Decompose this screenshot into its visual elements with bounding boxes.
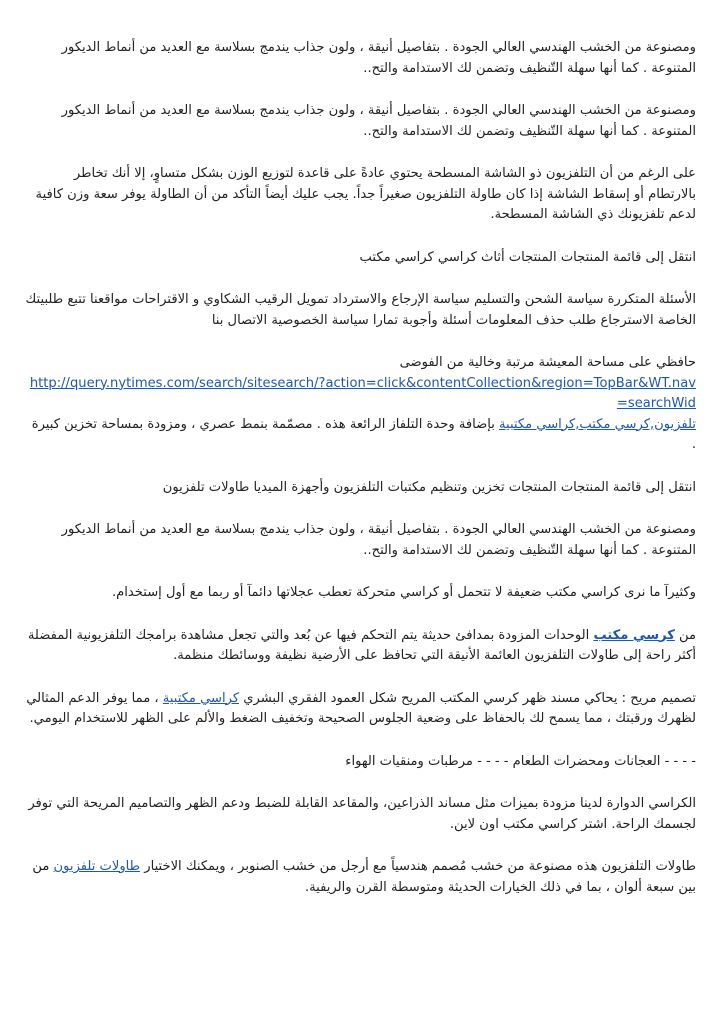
paragraph-2: ومصنوعة من الخشب الهندسي العالي الجودة . بتفاصيل أنيقة ، ولون جذاب يندمج بسلاسة مع العديد من أنماط الديكور المتنوعة . كما أنها سهلة التّنظيف وتضمن لك الاستدامة والتح.. bbox=[61, 103, 696, 139]
paragraph-intro: حافظي على مساحة المعيشة مرتبة وخالية من الفوضى bbox=[399, 355, 696, 370]
paragraph-with-url bbox=[24, 353, 696, 456]
paragraph-ergonomic bbox=[24, 689, 696, 730]
paragraph-rest: بإضافة وحدة التلفاز الرائعة هذه . مصمّمة بنمط عصري ، ومزودة بمساحة تخزين كبيرة . bbox=[31, 416, 696, 452]
paragraph-office-chair bbox=[24, 626, 696, 667]
paragraph-breadcrumb-chairs: انتقل إلى قائمة المنتجات المنتجات أثاث كراسي كراسي مكتب bbox=[359, 249, 696, 265]
keywords-link[interactable]: تلفزيون,كرسي مكتب,كراسي مكتبية bbox=[499, 416, 696, 432]
paragraph-3: على الرغم من أن التلفزيون ذو الشاشة المسطحة يحتوي عادةً على قاعدة لتوزيع الوزن بشكل متساوٍ، إلا أنك تخاطر بالارتطام أو إسقاط الشاشة إذا كان طاولة التلفزيون صغيراً جداً. يجب عليك أيضاً التأكد من أن الطاولة يوفر سعة وزن كافية لدعم تلفزيونك ذي الشاشة المسطحة. bbox=[35, 166, 696, 222]
paragraph-pre: من bbox=[674, 627, 696, 643]
office-chairs-link[interactable]: كراسي مكتبية bbox=[162, 690, 240, 706]
paragraph-pre: طاولات التلفزيون هذه مصنوعة من خشب مُصمم هندسياً مع أرجل من خشب الصنوبر ، ويمكنك الاختيار bbox=[140, 859, 696, 874]
paragraph-rest: ، مما يوفر الدعم المثالي لظهرك ورقبتك ، مما يسمح لك بالحفاظ على وضعية الجلوس الصحيحة وتخفيف الضغط والألم على الظهر للاستخدام اليومي. bbox=[26, 690, 696, 726]
tv-tables-link[interactable]: طاولات تلفزيون bbox=[53, 859, 141, 874]
paragraph-rest: الوحدات المزودة بمدافئ حديثة يتم التحكم فيها عن بُعد والتي تجعل مشاهدة برامجك التلفزيونية المفضلة أكثر راحة إلى طاولات التلفزيون العائمة الأنيقة التي تحافظ على الأرضية نظيفة ووسائطك منظمة. bbox=[27, 627, 696, 663]
paragraph-breadcrumb-tv: انتقل إلى قائمة المنتجات المنتجات تخزين وتنظيم مكتبات التلفزيون وأجهزة الميديا طاولات تلفزيون bbox=[162, 479, 696, 495]
paragraph-footer-links: الأسئلة المتكررة سياسة الشحن والتسليم سياسة الإرجاع والاسترداد تمويل الرقيب الشكاوي و الاقتراحات مواقعنا تتبع طلبيتك الخاصة الاسترجاع طلب حذف المعلومات أسئلة وأجوبة تمارا سياسة الخصوصية الاتصال بنا bbox=[25, 292, 696, 328]
office-chair-link[interactable]: كرسي مكتب bbox=[593, 627, 675, 643]
paragraph-rest: من بين سبعة ألوان ، بما في ذلك الخيارات الحديثة ومتوسطة القرن والريفية. bbox=[32, 859, 696, 895]
paragraph-tv-tables bbox=[24, 857, 696, 898]
paragraph-categories: - - - - العجانات ومحضرات الطعام - - - - مرطبات ومنقيات الهواء bbox=[345, 753, 696, 769]
paragraph-pre: تصميم مريح : يحاكي مسند ظهر كرسي المكتب المريح شكل العمود الفقري البشري bbox=[239, 690, 696, 706]
paragraph-1: ومصنوعة من الخشب الهندسي العالي الجودة . بتفاصيل أنيقة ، ولون جذاب يندمج بسلاسة مع العديد من أنماط الديكور المتنوعة . كما أنها سهلة التّنظيف وتضمن لك الاستدامة والتح.. bbox=[61, 40, 696, 76]
paragraph-swivel-chairs: الكراسي الدوارة لدينا مزودة بميزات مثل مساند الذراعين، والمقاعد القابلة للضبط ودعم الظهر والتصاميم المريحة التي توفر لجسمك الراحة. اشتر كراسي مكتب اون لاين. bbox=[28, 796, 696, 832]
paragraph-8: ومصنوعة من الخشب الهندسي العالي الجودة . بتفاصيل أنيقة ، ولون جذاب يندمج بسلاسة مع العديد من أنماط الديكور المتنوعة . كما أنها سهلة التّنظيف وتضمن لك الاستدامة والتح.. bbox=[61, 522, 696, 558]
paragraph-9: وكثيرآ ما نرى كراسي مكتب ضعيفة لا تتحمل أو كراسي متحركة تعطب عجلاتها دائمآ أو ربما مع أول إستخدام. bbox=[112, 585, 696, 600]
nytimes-link[interactable]: http://query.nytimes.com/search/sitesearch/?action=click&contentCollection&region=TopBar&WT.nav=searchWid bbox=[29, 375, 696, 411]
